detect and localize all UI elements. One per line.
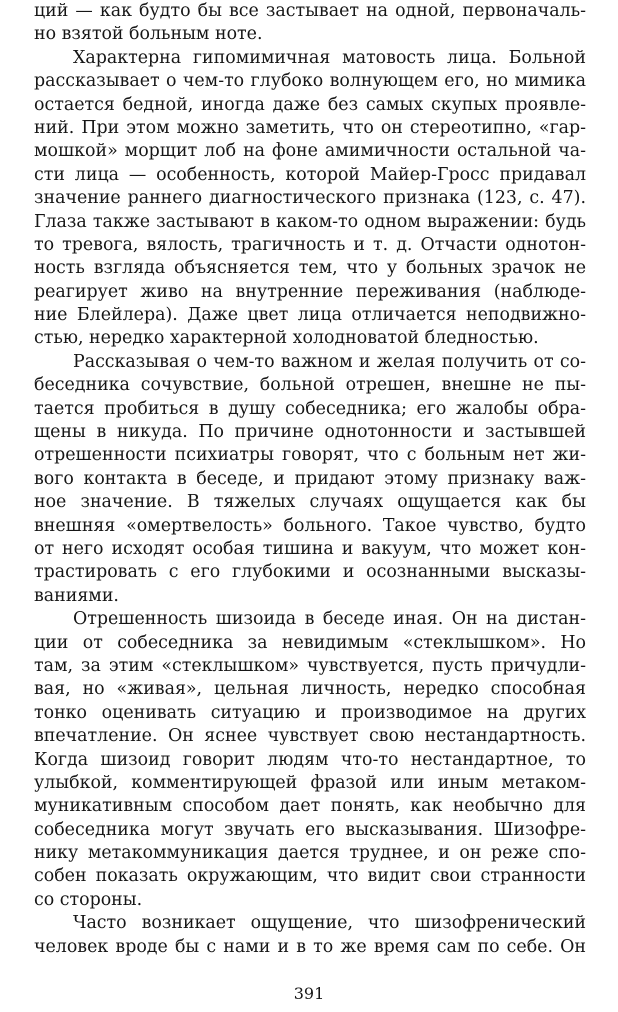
text-line: вого контакта в беседе, и придают этому признаку важ- bbox=[34, 468, 586, 489]
text-line: ность взгляда объясняется тем, что у больных зрачок не bbox=[34, 258, 586, 279]
text-line: Когда шизоид говорит людям что-то нестандартное, то bbox=[34, 749, 586, 770]
text-line: со стороны. bbox=[34, 889, 143, 910]
text-line: там, за этим «стеклышком» чувствуется, пусть причудли- bbox=[34, 655, 586, 676]
text-line: мошкой» морщит лоб на фоне амимичности остальной ча- bbox=[34, 141, 586, 162]
text-line: нику метакоммуникация дается труднее, и он реже спо- bbox=[34, 843, 586, 864]
text-line: отрешенности психиатры говорят, что с больным нет жи- bbox=[34, 445, 586, 466]
text-line: щены в никуда. По причине однотонности и застывшей bbox=[34, 422, 586, 443]
text-line: Часто возникает ощущение, что шизофренический bbox=[73, 913, 586, 934]
text-line: внешняя «омертвелость» больного. Такое чувство, будто bbox=[34, 515, 586, 536]
text-line: ции от собеседника за невидимым «стеклышком». Но bbox=[34, 632, 586, 653]
text-line: Рассказывая о чем-то важном и желая получить от со- bbox=[73, 351, 586, 372]
page-number: 391 bbox=[293, 984, 325, 1003]
text-line: тается пробиться в душу собеседника; его жалобы обра- bbox=[34, 398, 586, 419]
text-line: то тревога, вялость, трагичность и т. д. Отчасти однотон- bbox=[34, 234, 586, 255]
body-text bbox=[34, 0, 586, 959]
text-line: трастировать с его глубокими и осознанными высказы- bbox=[34, 562, 586, 583]
text-line: рассказывает о чем-то глубоко волнующем его, но мимика bbox=[34, 71, 586, 92]
text-line: впечатление. Он яснее чувствует свою нестандартность. bbox=[34, 726, 586, 747]
text-line: от него исходят особая тишина и вакуум, что может кон- bbox=[34, 538, 586, 559]
text-line: муникативным способом дает понять, как необычно для bbox=[34, 796, 586, 817]
text-line: ний. При этом можно заметить, что он стереотипно, «гар- bbox=[34, 117, 586, 138]
text-line: ваниями. bbox=[34, 585, 119, 606]
text-line: собеседника могут звучать его высказывания. Шизофре- bbox=[34, 819, 586, 840]
text-line: ций — как будто бы все застывает на одной, первоначаль- bbox=[34, 1, 586, 21]
text-line: тонко оценивать ситуацию и производимое на других bbox=[34, 702, 586, 723]
text-line: сти лица — особенность, которой Майер-Гросс придавал bbox=[34, 164, 586, 185]
text-line: остается бедной, иногда даже без самых скупых проявле- bbox=[34, 94, 586, 115]
text-line: стью, нередко характерной холодноватой бледностью. bbox=[34, 328, 539, 349]
text-line: ное значение. В тяжелых случаях ощущается как бы bbox=[34, 492, 586, 513]
text-line: Характерна гипомимичная матовость лица. Больной bbox=[73, 47, 586, 68]
text-line: ние Блейлера). Даже цвет лица отличается неподвижно- bbox=[34, 305, 586, 326]
text-line: человек вроде бы с нами и в то же время сам по себе. Он bbox=[34, 936, 586, 957]
text-line: но взятой больным ноте. bbox=[34, 24, 263, 45]
text-line: реагирует живо на внутренние переживания (наблюде- bbox=[34, 281, 586, 302]
text-line: значение раннего диагностического признака (123, с. 47). bbox=[34, 188, 586, 209]
text-line: беседника сочувствие, больной отрешен, внешне не пы- bbox=[34, 375, 586, 396]
text-line: собен показать окружающим, что видит свои странности bbox=[34, 866, 586, 887]
text-line: вая, но «живая», цельная личность, нередко способная bbox=[34, 679, 586, 700]
text-line: Отрешенность шизоида в беседе иная. Он на дистан- bbox=[73, 609, 586, 630]
text-line: улыбкой, комментирующей фразой или иным метаком- bbox=[34, 772, 586, 793]
text-line: Глаза также застывают в каком-то одном выражении: будь bbox=[34, 211, 586, 232]
